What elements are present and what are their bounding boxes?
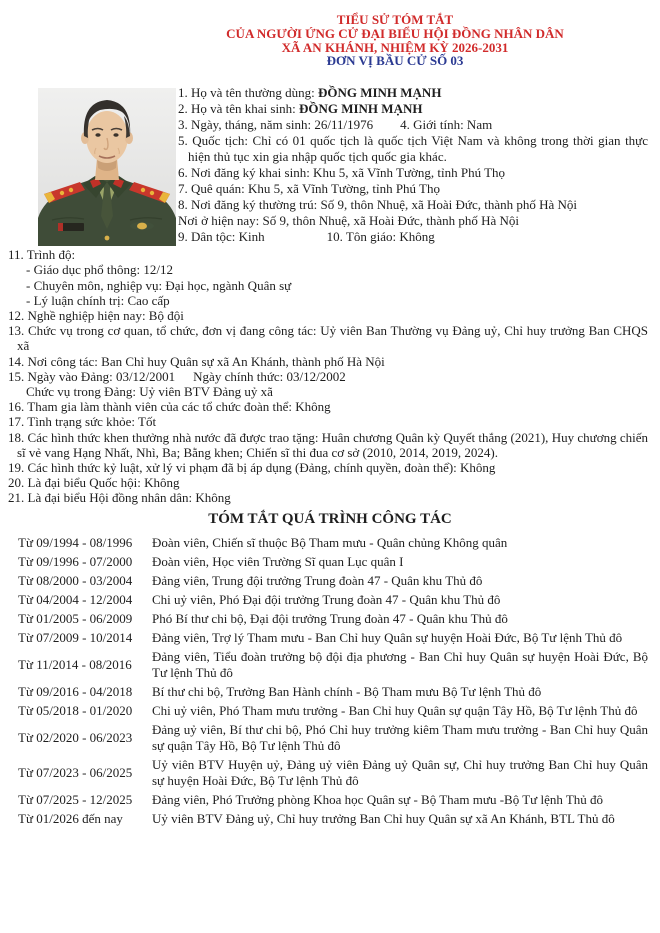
portrait-illustration xyxy=(38,88,176,246)
info-line xyxy=(178,197,648,213)
info-text: Chức vụ trong Đảng: Uỷ viên BTV Đảng uỷ xã xyxy=(26,384,273,400)
info-text: Nơi ở hiện nay: Số 9, thôn Nhuệ, xã Hoài Đức, thành phố Hà Nội xyxy=(178,213,520,229)
info-text: 13. Chức vụ trong cơ quan, tổ chức, đơn vị đang công tác: Uỷ viên Ban Thường vụ Đảng uỷ, Chỉ huy trưởng Ban CHQS xã xyxy=(8,323,648,354)
career-period: Từ 05/2018 - 01/2020 xyxy=(18,702,133,718)
career-description: Uỷ viên BTV Đảng uỷ, Chỉ huy trưởng Ban Chỉ huy Quân sự xã An Khánh, BTL Thủ đô xyxy=(152,810,615,826)
career-period: Từ 02/2020 - 06/2023 xyxy=(18,729,133,745)
career-row xyxy=(8,592,648,608)
info-line xyxy=(8,354,648,369)
career-description: Chi uỷ viên, Phó Đại đội trưởng Trung đoàn 47 - Quân khu Thủ đô xyxy=(152,591,501,607)
career-section-heading: TÓM TẮT QUÁ TRÌNH CÔNG TÁC xyxy=(208,510,452,527)
career-period: Từ 09/1996 - 07/2000 xyxy=(18,553,133,569)
career-row xyxy=(8,630,648,646)
info-line xyxy=(8,460,648,475)
info-text: 11. Trình độ: xyxy=(8,247,76,263)
career-period: Từ 07/2009 - 10/2014 xyxy=(18,629,133,645)
info-text: 14. Nơi công tác: Ban Chỉ huy Quân sự xã An Khánh, thành phố Hà Nội xyxy=(8,353,385,369)
info-line xyxy=(8,323,648,353)
info-text: 2. Họ và tên khai sinh: xyxy=(178,101,299,117)
career-period: Từ 07/2023 - 06/2025 xyxy=(18,764,133,780)
info-line xyxy=(178,117,648,133)
career-row xyxy=(8,811,648,827)
career-description: Đảng viên, Trợ lý Tham mưu - Ban Chỉ huy Quân sự huyện Hoài Đức, Bộ Tư lệnh Thủ đô xyxy=(152,629,623,645)
career-row xyxy=(8,684,648,700)
career-description: Đảng uỷ viên, Bí thư chi bộ, Phó Chỉ huy trưởng kiêm Tham mưu trưởng - Ban Chỉ huy Quân sự quận Tây Hồ, Bộ Tư lệnh Thủ đô xyxy=(152,721,648,753)
info-text: 7. Quê quán: Khu 5, xã Vĩnh Tường, tỉnh Phú Thọ xyxy=(178,181,440,197)
career-period: Từ 07/2025 - 12/2025 xyxy=(18,791,133,807)
career-history-table xyxy=(8,535,648,827)
info-line xyxy=(8,490,648,505)
document-header xyxy=(130,0,660,68)
info-text: - Giáo dục phổ thông: 12/12 xyxy=(26,262,173,278)
personal-info-full-width xyxy=(8,247,648,505)
info-text: 19. Các hình thức kỷ luật, xử lý vi phạm đã bị áp dụng (Đảng, chính quyền, đoàn thể): Không xyxy=(8,460,496,476)
info-text: Ngày chính thức: 03/12/2002 xyxy=(193,368,346,384)
info-text: 6. Nơi đăng ký khai sinh: Khu 5, xã Vĩnh Tường, tỉnh Phú Thọ xyxy=(178,165,506,181)
info-text: 21. Là đại biểu Hội đồng nhân dân: Không xyxy=(8,490,231,506)
candidate-portrait-photo xyxy=(38,88,176,246)
info-text: 4. Giới tính: Nam xyxy=(400,117,493,133)
career-row xyxy=(8,792,648,808)
career-description: Đảng viên, Trung đội trưởng Trung đoàn 47 - Quân khu Thủ đô xyxy=(152,572,483,588)
info-text: 5. Quốc tịch: Chỉ có 01 quốc tịch là quốc tịch Việt Nam và không trong thời gian thực hiện thủ tục xin gia nhập quốc tịch quốc gia khác. xyxy=(178,133,648,165)
career-row xyxy=(8,611,648,627)
career-period: Từ 01/2005 - 06/2009 xyxy=(18,610,133,626)
career-period: Từ 08/2000 - 03/2004 xyxy=(18,572,133,588)
career-row xyxy=(8,722,648,754)
info-line xyxy=(8,293,648,308)
career-row xyxy=(8,649,648,681)
career-description: Phó Bí thư chi bộ, Đại đội trưởng Trung đoàn 47 - Quân khu Thủ đô xyxy=(152,610,508,626)
title-line-3: XÃ AN KHÁNH, NHIỆM KỲ 2026-2031 xyxy=(281,39,509,55)
career-row xyxy=(8,703,648,719)
info-text: 15. Ngày vào Đảng: 03/12/2001 xyxy=(8,368,176,384)
personal-info-beside-photo xyxy=(178,85,648,245)
info-text: 18. Các hình thức khen thưởng nhà nước đã được trao tặng: Huân chương Quân kỳ Quyết thắng (2021), Huy chương chiến sĩ vẻ vang Hạng Nhất, Nhì, Ba; Bằng khen; Chiến sĩ thi đua cơ sở (2010, 2014, 2019, 2024). xyxy=(8,429,648,460)
info-text: 9. Dân tộc: Kinh xyxy=(178,229,265,245)
info-text: 12. Nghề nghiệp hiện nay: Bộ đội xyxy=(8,308,184,323)
info-text: - Lý luận chính trị: Cao cấp xyxy=(26,292,170,308)
info-text: - Chuyên môn, nghiệp vụ: Đại học, ngành Quân sự xyxy=(26,277,292,293)
info-line xyxy=(178,213,648,229)
info-line xyxy=(8,308,648,323)
info-text: 8. Nơi đăng ký thường trú: Số 9, thôn Nhuệ, xã Hoài Đức, thành phố Hà Nội xyxy=(178,197,578,213)
info-text: 1. Họ và tên thường dùng: xyxy=(178,85,318,101)
career-row xyxy=(8,554,648,570)
candidate-name-text: ĐỒNG MINH MẠNH xyxy=(317,85,442,101)
career-period: Từ 11/2014 - 08/2016 xyxy=(18,656,132,672)
info-line xyxy=(8,430,648,460)
election-unit-line: ĐƠN VỊ BẦU CỬ SỐ 03 xyxy=(326,53,464,69)
info-text: 17. Tình trạng sức khỏe: Tốt xyxy=(8,414,157,430)
info-line xyxy=(178,101,648,117)
career-description: Đoàn viên, Học viên Trường Sĩ quan Lục quân I xyxy=(152,553,404,569)
info-line xyxy=(178,133,648,165)
info-line xyxy=(8,384,648,399)
title-line-2: CỦA NGƯỜI ỨNG CỬ ĐẠI BIỂU HỘI ĐỒNG NHÂN DÂN xyxy=(226,25,564,41)
title-line-1: TIỂU SỬ TÓM TẮT xyxy=(336,12,454,27)
career-period: Từ 01/2026 đến nay xyxy=(18,810,123,826)
info-line xyxy=(8,414,648,429)
career-period: Từ 04/2004 - 12/2004 xyxy=(18,591,133,607)
info-text: 10. Tôn giáo: Không xyxy=(326,229,435,245)
info-line xyxy=(178,85,648,101)
career-description: Bí thư chi bộ, Trưởng Ban Hành chính - Bộ Tham mưu Bộ Tư lệnh Thủ đô xyxy=(152,683,542,699)
info-line xyxy=(178,181,648,197)
career-description: Uỷ viên BTV Huyện uỷ, Đảng uỷ viên Đảng uỷ Quân sự, Chỉ huy trưởng Ban Chỉ huy Quân sự huyện Hoài Đức, Bộ Tư lệnh Thủ đô xyxy=(152,756,648,788)
info-line xyxy=(8,369,648,384)
info-text: 16. Tham gia làm thành viên của các tổ chức đoàn thể: Không xyxy=(8,399,331,415)
career-description: Chi uỷ viên, Phó Tham mưu trưởng - Ban Chỉ huy Quân sự quận Tây Hồ, Bộ Tư lệnh Thủ đô xyxy=(152,702,638,718)
career-row xyxy=(8,573,648,589)
career-description: Đoàn viên, Chiến sĩ thuộc Bộ Tham mưu - Quân chủng Không quân xyxy=(152,534,508,550)
candidate-name-text: ĐỒNG MINH MẠNH xyxy=(298,101,423,117)
info-line xyxy=(8,247,648,262)
info-line xyxy=(8,399,648,414)
career-description: Đảng viên, Phó Trưởng phòng Khoa học Quân sự - Bộ Tham mưu -Bộ Tư lệnh Thủ đô xyxy=(152,791,604,807)
info-text: 3. Ngày, tháng, năm sinh: 26/11/1976 xyxy=(178,117,374,133)
info-line xyxy=(178,229,648,245)
info-line xyxy=(8,475,648,490)
career-row xyxy=(8,757,648,789)
info-line xyxy=(8,262,648,277)
career-description: Đảng viên, Tiểu đoàn trưởng bộ đội địa phương - Ban Chỉ huy Quân sự huyện Hoài Đức, Bộ Tư lệnh Thủ đô xyxy=(152,648,648,680)
career-row xyxy=(8,535,648,551)
info-text: 20. Là đại biểu Quốc hội: Không xyxy=(8,475,180,491)
info-line xyxy=(8,278,648,293)
career-period: Từ 09/1994 - 08/1996 xyxy=(18,534,133,550)
info-line xyxy=(178,165,648,181)
career-period: Từ 09/2016 - 04/2018 xyxy=(18,683,133,699)
